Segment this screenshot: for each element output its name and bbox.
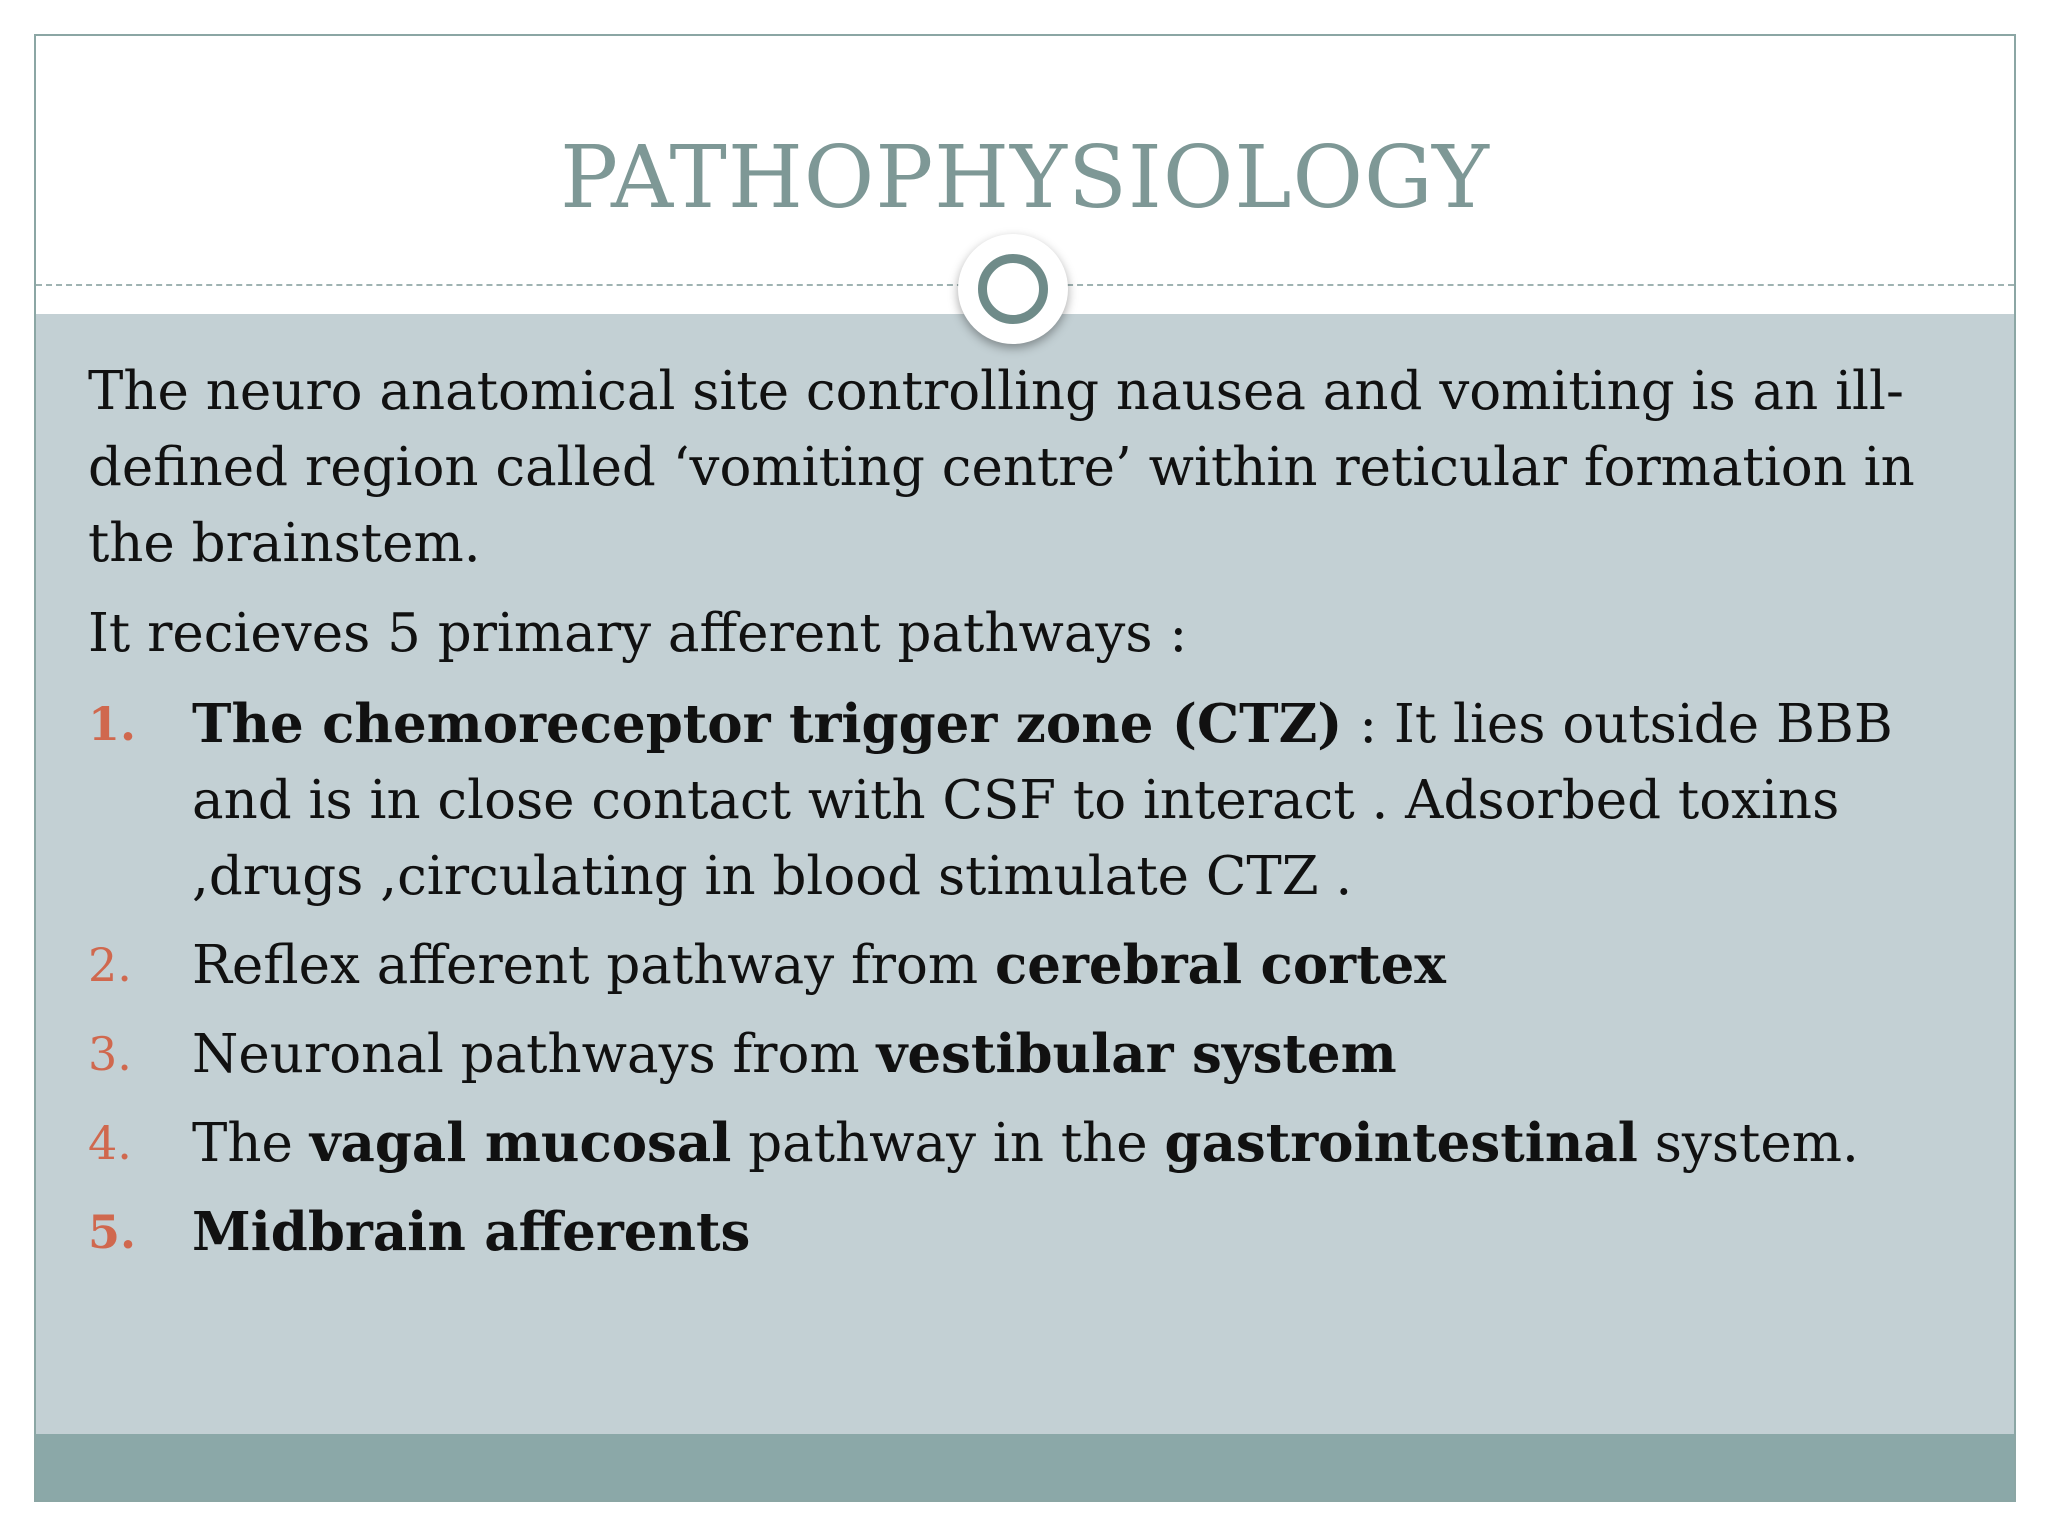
list-number: 2. bbox=[88, 938, 132, 992]
list-number: 1. bbox=[88, 697, 137, 751]
list-item bbox=[88, 1016, 1968, 1093]
pathway-list bbox=[88, 686, 1968, 1271]
item-text-bold: cerebral cortex bbox=[995, 934, 1446, 996]
list-item bbox=[88, 927, 1968, 1004]
list-item bbox=[88, 1194, 1968, 1271]
list-item bbox=[88, 686, 1968, 915]
slide bbox=[34, 34, 2016, 1502]
lead-paragraph: It recieves 5 primary afferent pathways : bbox=[88, 603, 1188, 664]
slide-body bbox=[88, 354, 1968, 1283]
item-text-bold: The chemoreceptor trigger zone (CTZ) bbox=[192, 693, 1343, 755]
item-text: pathway in the bbox=[731, 1113, 1165, 1174]
circle-ornament-icon bbox=[958, 234, 1068, 344]
list-item bbox=[88, 1105, 1968, 1182]
footer-band bbox=[36, 1434, 2014, 1502]
item-text: The bbox=[192, 1113, 310, 1174]
item-text: Neuronal pathways from bbox=[192, 1024, 877, 1085]
intro-paragraph: The neuro anatomical site controlling nausea and vomiting is an ill-defined region called ‘vomiting centre’ within reticular formation in the brainstem. bbox=[88, 361, 1915, 574]
list-number: 4. bbox=[88, 1116, 132, 1170]
item-text: Reflex afferent pathway from bbox=[192, 935, 995, 996]
item-text-bold: Midbrain afferents bbox=[192, 1201, 751, 1263]
slide-title: PATHOPHYSIOLOGY bbox=[560, 128, 1490, 228]
item-text-bold: vestibular system bbox=[876, 1023, 1397, 1085]
item-text: : It lies outside BBB and is in close contact with CSF to interact . Adsorbed toxins ,drugs ,circulating in blood stimulate CTZ . bbox=[192, 694, 1893, 907]
list-number: 5. bbox=[88, 1205, 137, 1259]
item-text: system. bbox=[1637, 1113, 1859, 1174]
list-number: 3. bbox=[88, 1027, 132, 1081]
item-text-bold: vagal mucosal bbox=[309, 1112, 732, 1174]
item-text-bold: gastrointestinal bbox=[1164, 1112, 1638, 1174]
